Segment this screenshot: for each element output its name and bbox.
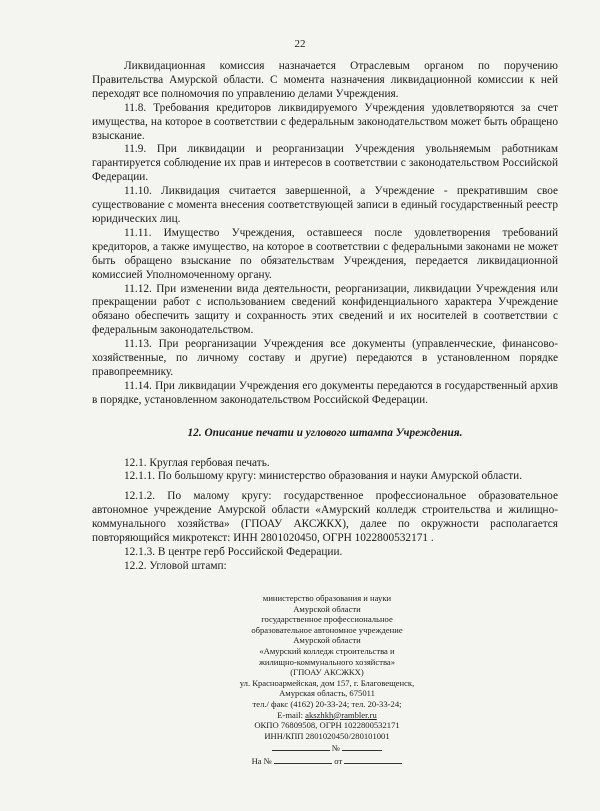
stamp-ot-blank xyxy=(344,754,402,764)
stamp-line: министерство образования и науки xyxy=(262,593,392,603)
paragraph-liquidation-commission: Ликвидационная комиссия назначается Отраслевым органом по поручению Правительства Амурской области. С момента назначения ликвидационной комиссии к ней переходят все полномочия по управлению делами Учреждения. xyxy=(92,60,558,100)
page-number: 22 xyxy=(294,38,306,50)
paragraph-12-1-2: 12.1.2. По малому кругу: государственное профессиональное образовательное автономное учреждение Амурской области «Амурский колледж строительства и жилищно-коммунального хозяйства» (ГПОАУ АКСЖКХ), далее по окружности располагается повторяющийся микротекст: ИНН 2801020450, ОГРН 1022800532171 . xyxy=(92,490,558,545)
stamp-line: жилищно-коммунального хозяйства» xyxy=(258,656,396,667)
paragraph-11-9: 11.9. При ликвидации и реорганизации Учреждения увольняемым работникам гарантируется соблюдение их прав и интересов в соответствии с законодательством Российской Федерации. xyxy=(92,143,558,184)
stamp-na-label: На № xyxy=(251,755,272,766)
stamp-na-blank xyxy=(274,754,332,764)
paragraph-11-14: 11.14. При ликвидации Учреждения его документы передаются в государственный архив в порядке, установленном законодательством Российской Федерации. xyxy=(92,379,558,406)
stamp-number-line xyxy=(212,741,442,754)
stamp-reference-line xyxy=(212,754,442,767)
stamp-email-link[interactable]: akszhkh@rambler.ru xyxy=(305,709,377,720)
paragraph-11-10: 11.10. Ликвидация считается завершенной, а Учреждение - прекратившим свое существование с момента внесения соответствующей записи в единый государственный реестр юридических лиц. xyxy=(92,185,558,225)
stamp-ot-label: от xyxy=(334,755,343,766)
corner-stamp xyxy=(212,593,442,767)
document-body xyxy=(92,60,558,574)
stamp-line: Амурской области xyxy=(293,635,361,646)
stamp-line: ул. Красноармейская, дом 157, г. Благовещенск, xyxy=(239,677,415,688)
stamp-line: Амурская область, 675011 xyxy=(279,688,375,699)
section-heading: 12. Описание печати и углового штампа Учреждения. xyxy=(187,426,463,439)
stamp-number-sign: № xyxy=(331,743,341,754)
paragraph-12-1-1: 12.1.1. По большому кругу: министерство образования и науки Амурской области. xyxy=(124,470,523,483)
paragraph-12-1: 12.1. Круглая гербовая печать. xyxy=(124,456,270,469)
paragraph-11-13: 11.13. При реорганизации Учреждения все документы (управленческие, финансово-хозяйственные, по личному составу и другие) передаются в установленном порядке правопреемнику. xyxy=(92,338,558,378)
paragraph-12-2: 12.2. Угловой штамп: xyxy=(124,559,227,572)
paragraph-11-12: 11.12. При изменении вида деятельности, реорганизации, ликвидации Учреждения или прекращении работ с использованием сведений конфиденциального характера Учреждение обязано обеспечить защиту и сохранность этих сведений и их носителей в соответствии с федеральным законодательством. xyxy=(92,282,558,337)
paragraph-12-1-3: 12.1.3. В центре герб Российской Федерации. xyxy=(124,546,343,558)
stamp-line: государственное профессиональное xyxy=(261,614,393,625)
stamp-number-blank xyxy=(342,741,382,751)
stamp-line: тел./ факс (4162) 20-33-24; тел. 20-33-24; xyxy=(252,698,402,709)
stamp-line: образовательное автономное учреждение xyxy=(251,624,403,635)
stamp-email-line xyxy=(212,710,442,721)
stamp-date-blank xyxy=(272,741,330,751)
paragraph-11-11: 11.11. Имущество Учреждения, оставшееся после удовлетворения требований кредиторов, а также имущество, на которое в соответствии с федеральными законами не может быть обращено взыскание по обязательствам Учреждения, передается ликвидационной комиссией Уполномоченному органу. xyxy=(92,226,558,281)
paragraph-11-8: 11.8. Требования кредиторов ликвидируемого Учреждения удовлетворяются за счет имущества, на которое в соответствии с федеральным законодательством может быть обращено взыскание. xyxy=(92,101,558,142)
stamp-line: (ГПОАУ АКСЖКХ) xyxy=(290,667,364,678)
stamp-okpo-ogrn: ОКПО 76809508, ОГРН 1022800532171 xyxy=(254,720,400,731)
stamp-email-label: E-mail: xyxy=(277,709,303,720)
stamp-line: Амурской области xyxy=(293,603,361,614)
stamp-inn-kpp: ИНН/КПП 2801020450/280101001 xyxy=(264,730,390,741)
stamp-line: «Амурский колледж строительства и xyxy=(259,645,395,656)
